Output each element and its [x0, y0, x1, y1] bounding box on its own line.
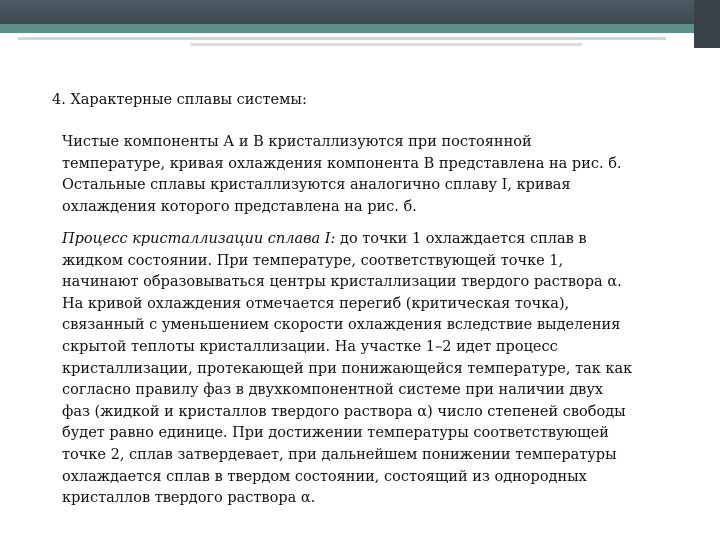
- text-line: жидком состоянии. При температуре, соответствующей точке 1,: [62, 252, 564, 269]
- text-line: фаз (жидкой и кристаллов твердого раствора α) число степеней свободы: [62, 403, 626, 420]
- text-line: точке 2, сплав затвердевает, при дальнейшем понижении температуры: [62, 446, 617, 463]
- text-line: На кривой охлаждения отмечается перегиб (критическая точка),: [62, 295, 570, 312]
- italic-lead-text: Процесс кристаллизации сплава I:: [62, 231, 336, 247]
- text-line-rest: до точки 1 охлаждается сплав в: [335, 231, 587, 247]
- section-heading: 4. Характерные сплавы системы:: [52, 92, 307, 108]
- paragraph-pure-components: [62, 132, 702, 218]
- text-line: охлаждения которого представлена на рис. б.: [62, 198, 417, 215]
- text-line: согласно правилу фаз в двухкомпонентной системе при наличии двух: [62, 382, 604, 399]
- text-line: Чистые компоненты А и В кристаллизуются при постоянной: [62, 134, 532, 150]
- text-line: будет равно единице. При достижении температуры соответствующей: [62, 425, 609, 442]
- text-line: температуре, кривая охлаждения компонента В представлена на рис. б.: [62, 155, 622, 172]
- corner-decorative-block: [694, 0, 720, 48]
- text-line-first: [62, 229, 702, 251]
- paragraph-crystallization-process: [62, 229, 702, 510]
- title-divider-line-short: [190, 43, 582, 46]
- text-line: скрытой теплоты кристаллизации. На участке 1–2 идет процесс: [62, 338, 558, 355]
- text-line: Остальные сплавы кристаллизуются аналогично сплаву I, кривая: [62, 177, 571, 194]
- title-divider-line: [18, 37, 666, 40]
- text-line: связанный с уменьшением скорости охлаждения вследствие выделения: [62, 317, 621, 334]
- text-line: кристаллов твердого раствора α.: [62, 490, 316, 507]
- text-line: охлаждается сплав в твердом состоянии, состоящий из однородных: [62, 468, 587, 485]
- top-decorative-bar: [0, 0, 720, 24]
- text-line: начинают образовываться центры кристаллизации твердого раствора α.: [62, 274, 622, 291]
- teal-accent-band: [0, 24, 720, 33]
- text-line: кристаллизации, протекающей при понижающейся температуре, так как: [62, 360, 633, 377]
